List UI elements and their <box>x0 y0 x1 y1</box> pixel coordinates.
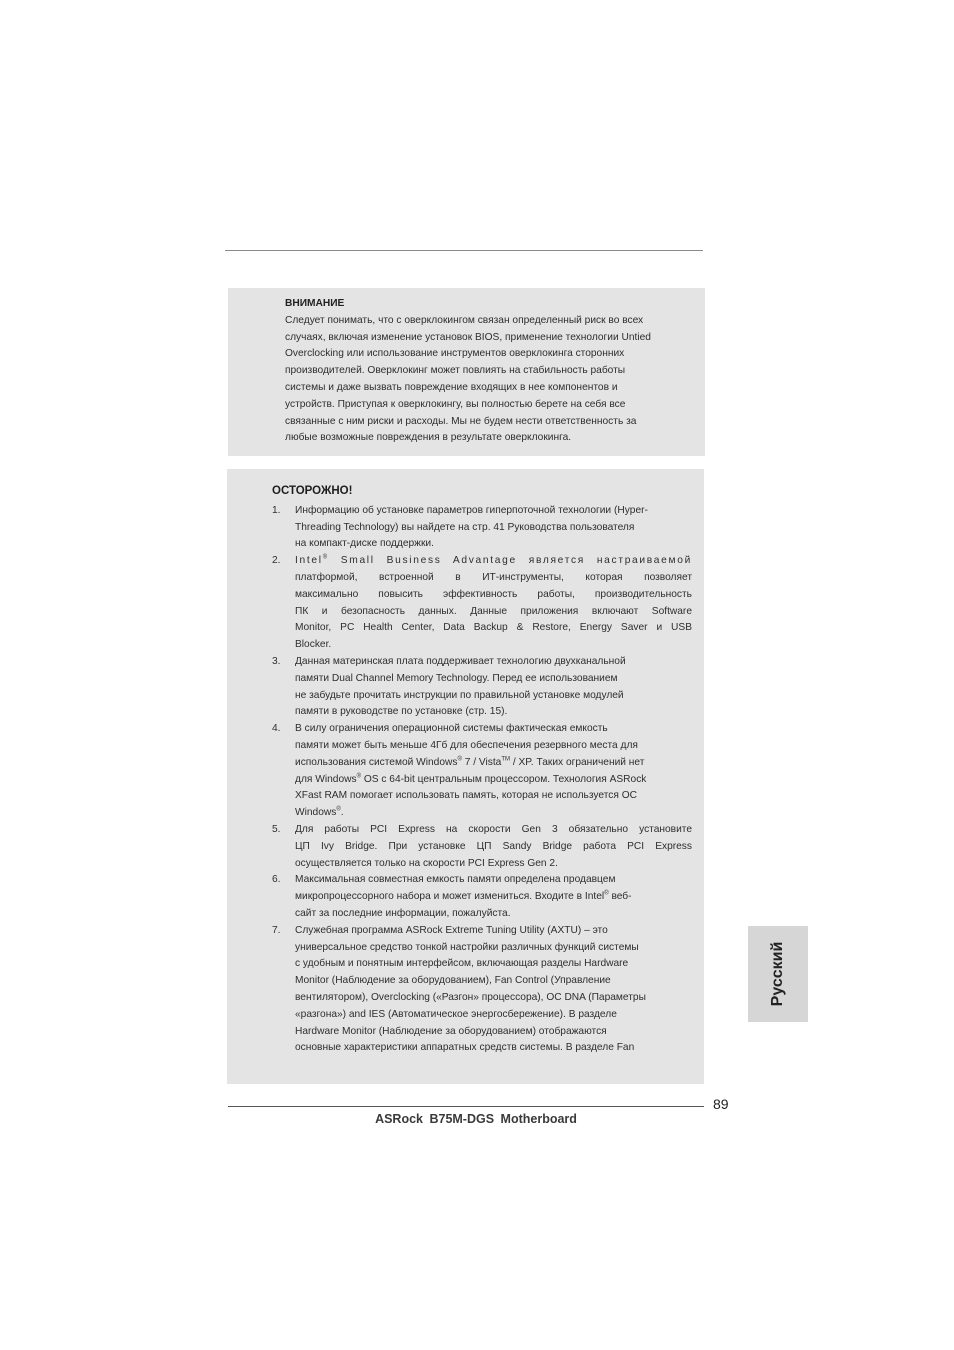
item-line: осуществляется только на скорости PCI Express Gen 2. <box>295 857 558 869</box>
warning-line: Overclocking или использование инструментов оверклокинга сторонних <box>285 348 625 360</box>
warning-line: производителей. Оверклокинг может повлиять на стабильность работы <box>285 365 626 377</box>
registered-mark: ® <box>336 806 341 813</box>
item-line: с удобным и понятным интерфейсом, включающая разделы Hardware <box>295 958 629 970</box>
warning-line: устройств. Приступая к оверклокингу, вы полностью берете на себя все <box>285 398 626 410</box>
item-text: использования системой Windows <box>295 756 458 768</box>
caution-item-7 <box>272 923 692 1057</box>
caution-item-4 <box>272 721 692 822</box>
item-line: памяти может быть меньше 4Гб для обеспечения резервного места для <box>295 739 638 751</box>
item-line: Blocker. <box>295 639 332 651</box>
item-text: Small Business Advantage является настраиваемой <box>328 555 692 567</box>
language-tab-label: Русский <box>769 941 786 1007</box>
item-number: 6. <box>272 874 281 886</box>
item-line: Информацию об установке параметров гиперпоточной технологии (Hyper- <box>295 504 648 516</box>
footer-title: ASRock B75M-DGS Motherboard <box>375 1112 577 1126</box>
item-line: Threading Technology) вы найдете на стр. 41 Руководства пользователя <box>295 521 635 533</box>
item-line: Для работы PCI Express на скорости Gen 3 обязательно установите <box>295 823 692 835</box>
item-text: / XP. Таких ограничений нет <box>510 756 645 768</box>
caution-item-1 <box>272 503 692 553</box>
item-line: сайт за последние информации, пожалуйста. <box>295 907 511 919</box>
item-line: вентилятором), Overclocking («Разгон» процессора), OC DNA (Параметры <box>295 991 646 1003</box>
item-line: ЦП Ivy Bridge. При установке ЦП Sandy Bridge работа PCI Express <box>295 840 692 852</box>
registered-mark: ® <box>604 890 609 897</box>
item-text: микропроцессорного набора и может измениться. Входите в Intel <box>295 891 605 903</box>
item-line: основные характеристики аппаратных средств системы. В разделе Fan <box>295 1042 635 1054</box>
item-text: для Windows <box>295 773 357 785</box>
trademark-mark: TM <box>501 756 511 763</box>
item-line <box>295 805 692 822</box>
item-line: памяти Dual Channel Memory Technology. Перед ее использованием <box>295 672 618 684</box>
page-number: 89 <box>713 1096 729 1112</box>
item-line <box>295 755 692 772</box>
item-line: универсальное средство тонкой настройки различных функций системы <box>295 941 639 953</box>
item-line: Служебная программа ASRock Extreme Tuning Utility (AXTU) – это <box>295 924 608 936</box>
item-line: Monitor, PC Health Center, Data Backup & Restore, Energy Saver и USB <box>295 622 692 634</box>
item-text: веб- <box>608 891 632 903</box>
item-line: Максимальная совместная емкость памяти определена продавцем <box>295 874 616 886</box>
item-line <box>295 553 692 570</box>
caution-box <box>227 469 704 1084</box>
item-line: В силу ограничения операционной системы фактическая емкость <box>295 723 608 735</box>
registered-mark: ® <box>457 756 462 763</box>
item-number: 3. <box>272 655 281 667</box>
caution-item-5 <box>272 822 692 872</box>
registered-mark: ® <box>322 554 329 561</box>
item-line: «разгона») and IES (Автоматическое энергосбережение). В разделе <box>295 1008 617 1020</box>
caution-content <box>272 483 692 1057</box>
item-line: платформой, встроенной в ИТ-инструменты, которая позволяет <box>295 571 692 583</box>
item-line <box>295 772 692 789</box>
warning-title: ВНИМАНИЕ <box>285 298 345 309</box>
warning-line: случаях, включая изменение установок BIOS, применение технологии Untied <box>285 331 651 343</box>
caution-title: ОСТОРОЖНО! <box>272 485 353 497</box>
item-line <box>295 889 692 906</box>
top-divider <box>225 250 703 251</box>
warning-line: связанные с ним риски и расходы. Мы не будем нести ответственность за <box>285 415 637 427</box>
warning-box <box>228 288 705 456</box>
item-number: 1. <box>272 504 281 516</box>
item-line: Hardware Monitor (Наблюдение за оборудованием) отображаются <box>295 1025 607 1037</box>
language-tab <box>748 926 808 1022</box>
item-number: 2. <box>272 555 281 567</box>
caution-item-6 <box>272 872 692 922</box>
warning-line: Следует понимать, что с оверклокингом связан определенный риск во всех <box>285 314 644 326</box>
warning-line: любые возможные повреждения в результате оверклокинга. <box>285 432 572 444</box>
item-number: 7. <box>272 924 281 936</box>
item-line: не забудьте прочитать инструкции по правильной установке модулей <box>295 689 624 701</box>
item-line: максимально повысить эффективность работы, производительность <box>295 588 692 600</box>
intel-text: Intel <box>295 555 323 567</box>
footer-divider <box>228 1106 704 1107</box>
item-text: Windows <box>295 807 337 819</box>
item-line: на компакт-диске поддержки. <box>295 538 434 550</box>
item-line: памяти в руководстве по установке (стр. 15). <box>295 706 508 718</box>
item-number: 5. <box>272 823 281 835</box>
item-number: 4. <box>272 723 281 735</box>
item-text: . <box>340 807 344 819</box>
item-text: 7 / Vista <box>461 756 502 768</box>
caution-item-2 <box>272 553 692 654</box>
item-line: Monitor (Наблюдение за оборудованием), Fan Control (Управление <box>295 975 611 987</box>
item-line: Данная материнская плата поддерживает технологию двухканальной <box>295 655 626 667</box>
item-line: ПК и безопасность данных. Данные приложения включают Software <box>295 605 692 617</box>
item-text: OS с 64-bit центральным процессором. Технология ASRock <box>361 773 647 785</box>
caution-item-3 <box>272 654 692 721</box>
warning-content <box>285 296 695 447</box>
item-line: XFast RAM помогает использовать память, которая не используется ОС <box>295 790 637 802</box>
warning-line: системы и даже вызвать повреждение входящих в нее компонентов и <box>285 381 618 393</box>
registered-mark: ® <box>356 773 361 780</box>
